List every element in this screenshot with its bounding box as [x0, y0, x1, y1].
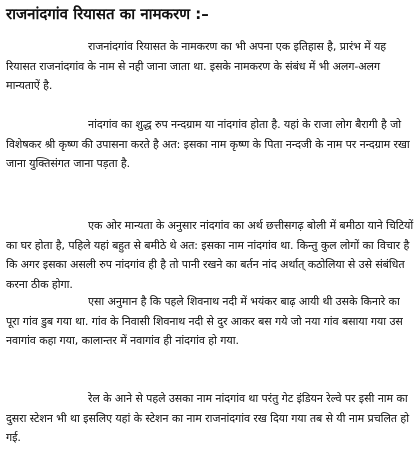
page-title: राजनांदगांव रियासत का नामकरण :– [6, 5, 209, 23]
paragraph-bamitha-meaning: एक ओर मान्यता के अनुसार नांदगांव का अर्थ छत्तीसगढ़ बोली में बमीठा याने चिटियों का घर होता है, पहिले यहां बहुत से बमीठे थे अत: इसका नाम नांदगांव था. किन्तु कुल लोगों का विचार है कि अगर इसका असली रुप नांदगांव ही है तो पानी रखने का बर्तन नांद अर्थात् कठोलिया से उसे संबंधित करना ठीक होगा. [6, 219, 414, 291]
paragraph-railway-station: रेल के आने से पहले उसका नाम नांदगांव था परंतु गेट इंडियन रेल्वे पर इसी नाम का दुसरा स्टेशन भी था इसलिए यहां के स्टेशन का नाम राजनांदगांव रख दिया गया तब से यी नाम प्रचलित हो गई. [6, 392, 409, 444]
paragraph-naming-history: राजनांदगांव रियासत के नामकरण का भी अपना एक इतिहास है, प्रारंभ में यह रियासत राजनांदगांव के नाम से नही जाना जाता था. इसके नामकरण के संबंध में भी अलग-अलग मान्यताऐं है. [6, 40, 387, 92]
paragraph-flood-theory: एसा अनुमान है कि पहले शिवनाथ नदी में भयंकर बाढ़ आयी थी उसके किनारे का पूरा गांव डुब गया था. गांव के निवासी शिवनाथ नदी से दुर आकर बस गये जो नया गांव बसाया गया उस नवागांव कहा गया, कालान्तर में नवागांव ही नांदगांव हो गया. [6, 295, 403, 347]
paragraph-nandgram-origin: नांदगांव का शुद्ध रुप नन्दग्राम या नांदगांव होता है. यहां के राजा लोग बैरागी है जो विशेषकर श्री कृष्ण की उपासना करते है अत: इसका नाम कृष्ण के पिता नन्दजी के नाम पर नन्दग्राम रखा जाना युक्तिसंगत जाना पड़ता है. [6, 118, 410, 170]
